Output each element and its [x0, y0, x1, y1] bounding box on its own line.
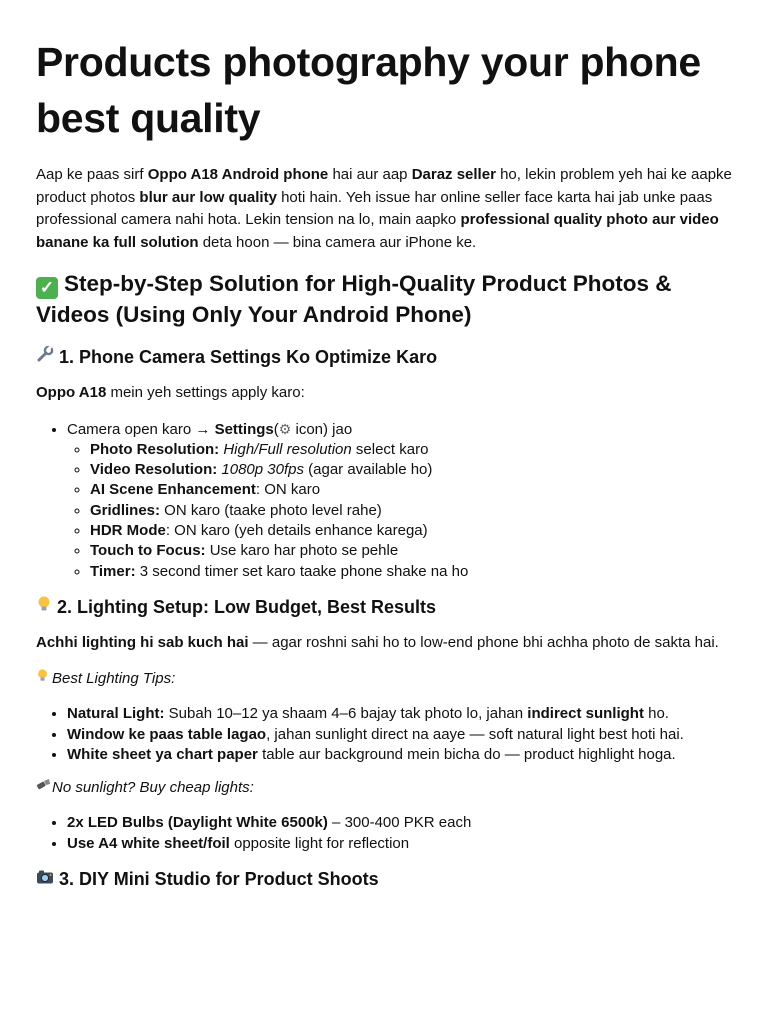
setting-item: ◦ Gridlines: ON karo (taake photo level rahe) [90, 501, 732, 521]
tip-item: • White sheet ya chart paper table aur background mein bicha do — product highlight hoga. [67, 745, 732, 765]
setting-item: ◦ Photo Resolution: High/Full resolution select karo [90, 440, 732, 460]
light-item: • Use A4 white sheet/foil opposite light for reflection [67, 834, 732, 854]
cheap-lights-list [36, 813, 732, 854]
setting-item: ◦ Video Resolution: 1080p 30fps (agar available ho) [90, 460, 732, 480]
section-2-heading: 2. Lighting Setup: Low Budget, Best Results [36, 594, 732, 620]
lighting-tips-label: Best Lighting Tips: [36, 668, 732, 690]
setting-item: ◦ HDR Mode: ON karo (yeh details enhance karega) [90, 521, 732, 541]
check-mark-icon: ✓ [36, 277, 58, 299]
lightbulb-icon [36, 594, 52, 620]
setting-item: ◦ AI Scene Enhancement: ON karo [90, 480, 732, 500]
light-item: • 2x LED Bulbs (Daylight White 6500k) – 300-400 PKR each [67, 813, 732, 833]
camera-settings-list [36, 419, 732, 582]
tip-item: • Natural Light: Subah 10–12 ya shaam 4–6 bajay tak photo lo, jahan indirect sunlight ho. [67, 704, 732, 724]
camera-icon [36, 866, 54, 892]
section-1-heading: 1. Phone Camera Settings Ko Optimize Karo [36, 344, 732, 370]
no-sunlight-label: No sunlight? Buy cheap lights: [36, 777, 732, 799]
wrench-icon [36, 344, 54, 370]
settings-sublist [67, 440, 732, 582]
solution-heading: ✓ Step-by-Step Solution for High-Quality Product Photos & Videos (Using Only Your Android Phone) [36, 271, 672, 327]
section-1-lead: Oppo A18 mein yeh settings apply karo: [36, 384, 305, 401]
section-3-heading: 3. DIY Mini Studio for Product Shoots [36, 866, 732, 892]
lightbulb-icon [36, 668, 52, 690]
intro-paragraph: Aap ke paas sirf Oppo A18 Android phone hai aur aap Daraz seller ho, lekin problem yeh hai ke aapke product photos blur aur low quality hoti hain. Yeh issue har online seller face karta hai jab unke paas professional camera nahi hota. Lekin tension na lo, main aapko professional quality photo aur video banane ka full solution deta hoon — bina camera aur iPhone ke. [36, 166, 732, 251]
list-item: • Camera open karo → Settings(⚙ icon) jao ◦ Photo Resolution: High/Full resolution select karo ◦ Video Resolution: 1080p 30fps (agar available ho) ◦ AI Scene Enhancement: ON karo ◦ Gridlines: ON karo (taake photo level rahe) ◦ HDR Mode: ON karo (yeh details enhance karega) ◦ Touch to Focus: Use karo har photo se pehle ◦ Timer: 3 second timer set karo taake phone shake na ho [67, 419, 732, 582]
lighting-tips-list [36, 704, 732, 765]
tip-item: • Window ke paas table lagao, jahan sunlight direct na aaye — soft natural light best hoti hai. [67, 725, 732, 745]
gear-icon: ⚙ [278, 420, 292, 437]
page-title: Products photography your phone best quality [36, 39, 701, 141]
setting-item: ◦ Timer: 3 second timer set karo taake phone shake na ho [90, 562, 732, 582]
setting-item: ◦ Touch to Focus: Use karo har photo se pehle [90, 541, 732, 561]
flashlight-icon [36, 777, 52, 799]
section-2-lead: Achhi lighting hi sab kuch hai — agar roshni sahi ho to low-end phone bhi achha photo de sakta hai. [36, 633, 719, 651]
